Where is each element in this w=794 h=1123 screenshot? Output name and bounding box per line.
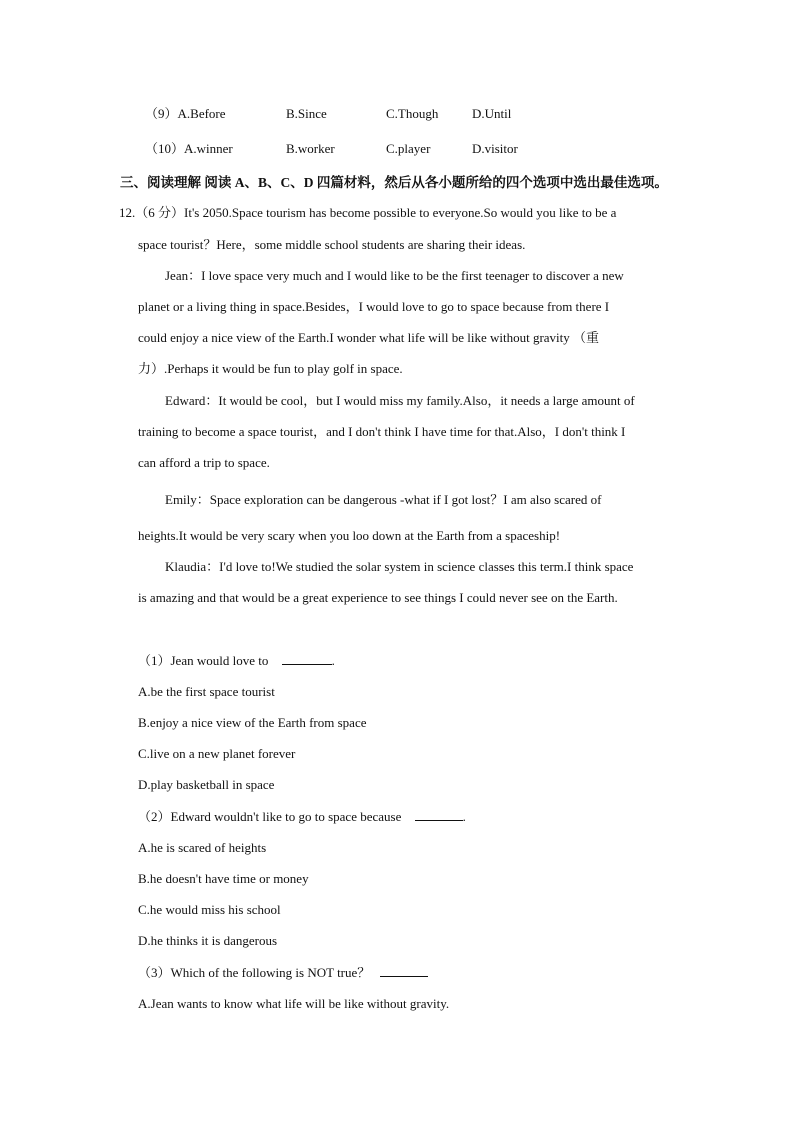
- question-12-intro-line1: 12.（6 分）It's 2050.Space tourism has become possible to everyone.So would you like to be a: [119, 205, 617, 220]
- emily-paragraph-line1: Emily：Space exploration can be dangerous -what if I got lost？I am also scared of: [165, 492, 602, 507]
- sub-question-2-option-c: C.he would miss his school: [138, 902, 281, 917]
- klaudia-paragraph-line2: is amazing and that would be a great experience to see things I could never see on the Earth.: [138, 590, 618, 605]
- section-heading: 三、阅读理解 阅读 A、B、C、D 四篇材料，然后从各小题所给的四个选项中选出最佳选项。: [120, 175, 668, 190]
- answer-blank: [415, 820, 463, 821]
- jean-paragraph-line4: 力）.Perhaps it would be fun to play golf in space.: [138, 361, 403, 376]
- sub-question-2-option-d: D.he thinks it is dangerous: [138, 933, 278, 948]
- sub-question-1-option-d: D.play basketball in space: [138, 777, 275, 792]
- question-9-option-a: （9）A.Before: [145, 106, 226, 121]
- question-10-option-a: （10）A.winner: [145, 141, 233, 156]
- sub-question-2-option-a: A.he is scared of heights: [138, 840, 267, 855]
- edward-paragraph-line2: training to become a space tourist，and I don't think I have time for that.Also，I don't think I: [138, 424, 626, 439]
- jean-paragraph-line2: planet or a living thing in space.Besides，I would love to go to space because from there I: [138, 299, 610, 314]
- emily-paragraph-line2: heights.It would be very scary when you loo down at the Earth from a spaceship!: [138, 528, 561, 543]
- sub-question-1-option-c: C.live on a new planet forever: [138, 746, 296, 761]
- sub-question-1-option-a: A.be the first space tourist: [138, 684, 275, 699]
- question-10-option-c: C.player: [386, 141, 431, 156]
- sub-question-1-stem: （1）Jean would love to .: [138, 653, 335, 668]
- klaudia-paragraph-line1: Klaudia：I'd love to!We studied the solar system in science classes this term.I think space: [165, 559, 634, 574]
- jean-paragraph-line3: could enjoy a nice view of the Earth.I wonder what life will be like without gravity （重: [138, 330, 600, 345]
- sub-question-2-stem: （2）Edward wouldn't like to go to space because .: [138, 809, 466, 824]
- question-12-intro-line2: space tourist？Here，some middle school students are sharing their ideas.: [138, 237, 526, 252]
- question-10-option-d: D.visitor: [472, 141, 518, 156]
- edward-paragraph-line1: Edward：It would be cool，but I would miss my family.Also，it needs a large amount of: [165, 393, 635, 408]
- answer-blank: [282, 664, 332, 665]
- sub-question-3-stem: （3）Which of the following is NOT true？: [138, 965, 428, 981]
- question-10-option-b: B.worker: [286, 141, 335, 156]
- jean-paragraph-line1: Jean：I love space very much and I would like to be the first teenager to discover a new: [165, 268, 624, 283]
- sub-question-3-option-a: A.Jean wants to know what life will be like without gravity.: [138, 996, 450, 1011]
- question-9-option-b: B.Since: [286, 106, 327, 121]
- sub-question-1-option-b: B.enjoy a nice view of the Earth from space: [138, 715, 367, 730]
- question-9-option-d: D.Until: [472, 106, 512, 121]
- question-score: （6 分）: [135, 205, 185, 220]
- answer-blank: [380, 976, 428, 977]
- question-number: 12.: [119, 205, 136, 220]
- question-9-option-c: C.Though: [386, 106, 439, 121]
- edward-paragraph-line3: can afford a trip to space.: [138, 455, 270, 470]
- sub-question-2-option-b: B.he doesn't have time or money: [138, 871, 309, 886]
